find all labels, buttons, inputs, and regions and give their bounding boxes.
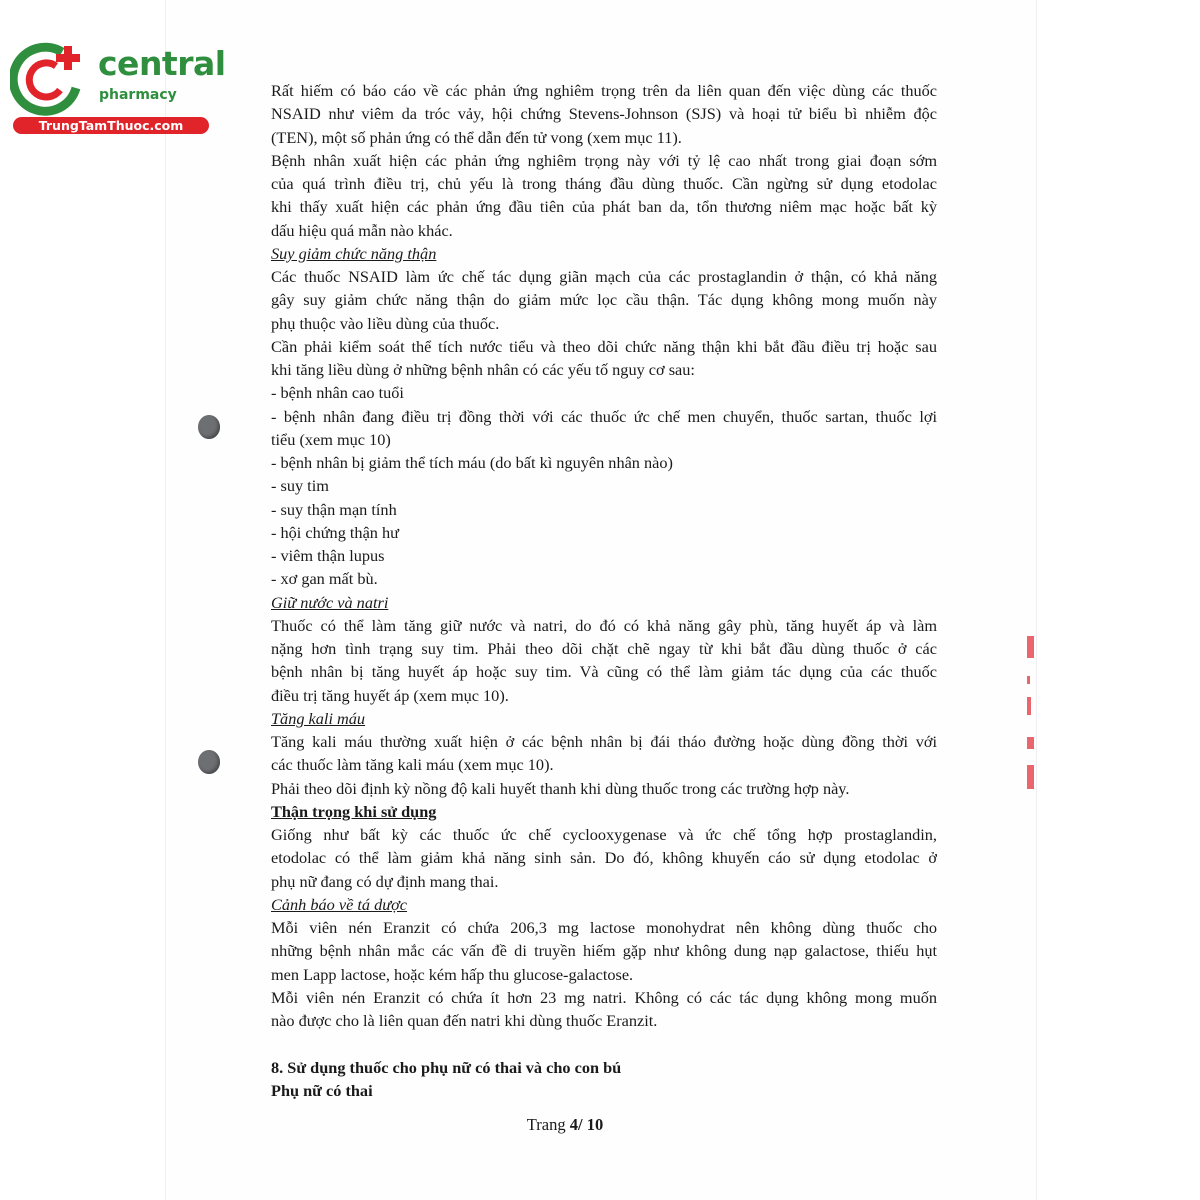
text-line: khi thấy xuất hiện các phản ứng đầu tiên của phát ban da, tổn thương niêm mạc hoặc bất kỳ xyxy=(271,197,937,217)
paragraph xyxy=(271,451,937,474)
page-number xyxy=(0,1115,1130,1135)
text-line: nào được cho là liên quan đến natri khi dùng thuốc Eranzit. xyxy=(271,1011,658,1030)
text-line: của quá trình điều trị, chủ yếu là trong tháng đầu dùng thuốc. Cần ngừng sử dụng etodolac xyxy=(271,174,937,193)
paragraph xyxy=(271,149,937,242)
text-line: Phải theo dõi định kỳ nồng độ kali huyết thanh khi dùng thuốc trong các trường hợp này. xyxy=(271,778,850,798)
text-line: Thuốc có thể làm tăng giữ nước và natri, do đó có khả năng gây phù, tăng huyết áp và làm xyxy=(271,615,937,635)
text-line: men Lapp lactose, hoặc kém hấp thu glucose-galactose. xyxy=(271,964,634,984)
text-line: - suy tim xyxy=(271,476,329,496)
section-heading: Phụ nữ có thai xyxy=(271,1080,373,1100)
text-line: những bệnh nhân mắc các vấn đề di truyền hiếm gặp như không dung nạp galactose, thiếu hụt xyxy=(271,941,937,961)
heading-line xyxy=(271,1079,937,1102)
punch-hole xyxy=(198,750,220,774)
paragraph xyxy=(271,730,937,777)
page-label: Trang xyxy=(526,1115,566,1134)
text-line: - viêm thận lupus xyxy=(271,546,385,565)
text-line: phụ nữ đang có dự định mang thai. xyxy=(271,871,499,891)
heading-line xyxy=(271,591,937,614)
text-line: - hội chứng thận hư xyxy=(271,522,399,542)
logo-subtitle: pharmacy xyxy=(99,87,177,103)
paragraph xyxy=(271,381,937,404)
subsection-heading: Suy giảm chức năng thận xyxy=(271,243,437,263)
text-line: bệnh nhân bị tăng huyết áp hoặc suy tim. Và cũng có thể làm giảm tác dụng của các thuốc xyxy=(271,662,937,682)
text-line: khi tăng liều dùng ở những bệnh nhân có các yếu tố nguy cơ sau: xyxy=(271,360,695,379)
text-line: Cần phải kiểm soát thể tích nước tiểu và theo dõi chức năng thận khi bắt đầu điều trị hoặc sau xyxy=(271,336,937,356)
paragraph xyxy=(271,79,937,149)
text-line: Giống như bất kỳ các thuốc ức chế cyclooxygenase và ức chế tổng hợp prostaglandin, xyxy=(271,825,937,844)
paragraph xyxy=(271,335,937,382)
text-line: nặng hơn tình trạng suy tim. Phải theo dõi chặt chẽ ngay từ khi bắt đầu dùng thuốc ở các xyxy=(271,639,937,658)
text-line: - xơ gan mất bù. xyxy=(271,569,378,589)
text-line: tiểu (xem mục 10) xyxy=(271,429,391,449)
stamp-fragment xyxy=(1027,697,1031,715)
section-heading: 8. Sử dụng thuốc cho phụ nữ có thai và cho con bú xyxy=(271,1057,622,1077)
text-line: Rất hiếm có báo cáo về các phản ứng nghiêm trọng trên da liên quan đến việc dùng các thuốc xyxy=(271,81,937,100)
document-body xyxy=(271,79,937,1102)
punch-hole xyxy=(198,415,220,439)
stamp-fragment xyxy=(1027,676,1030,684)
paragraph xyxy=(271,567,937,590)
text-line: - bệnh nhân bị giảm thể tích máu (do bất kì nguyên nhân nào) xyxy=(271,453,673,472)
text-line: dấu hiệu quá mẫn nào khác. xyxy=(271,220,453,240)
logo-brand: central xyxy=(98,44,226,83)
heading-line xyxy=(271,242,937,265)
paragraph xyxy=(271,265,937,335)
text-line: Mỗi viên nén Eranzit có chứa 206,3 mg lactose monohydrat nên không dùng thuốc cho xyxy=(271,918,937,937)
paragraph xyxy=(271,521,937,544)
paragraph xyxy=(271,986,937,1033)
text-line: phụ thuộc vào liều dùng của thuốc. xyxy=(271,313,500,333)
text-line: etodolac có thể làm giảm khả năng sinh sản. Do đó, không khuyến cáo sử dụng etodolac ở xyxy=(271,848,937,868)
text-line: - suy thận mạn tính xyxy=(271,499,397,519)
text-line: Mỗi viên nén Eranzit có chứa ít hơn 23 mg natri. Không có các tác dụng không mong muốn xyxy=(271,987,937,1007)
logo-website: TrungTamThuoc.com xyxy=(13,117,209,134)
text-line: NSAID như viêm da tróc vảy, hội chứng Stevens-Johnson (SJS) và hoại tử biểu bì nhiễm độc xyxy=(271,104,937,124)
stamp-fragment xyxy=(1027,636,1034,658)
page-value: 4/ 10 xyxy=(569,1115,604,1134)
heading-line xyxy=(271,800,937,823)
paragraph xyxy=(271,405,937,452)
paragraph xyxy=(271,474,937,497)
central-pharmacy-logo xyxy=(10,38,226,136)
heading-line xyxy=(271,707,937,730)
text-line: - bệnh nhân đang điều trị đồng thời với các thuốc ức chế men chuyển, thuốc sartan, thuốc lợi xyxy=(271,406,937,426)
subsection-heading: Cảnh báo về tá dược xyxy=(271,894,408,914)
heading-line xyxy=(271,1056,937,1079)
paragraph xyxy=(271,777,937,800)
stamp-fragment xyxy=(1027,737,1034,749)
paragraph xyxy=(271,916,937,986)
subsection-heading: Thận trọng khi sử dụng xyxy=(271,801,437,821)
pharmacy-logo-icon xyxy=(10,38,96,116)
heading-line xyxy=(271,893,937,916)
text-line: - bệnh nhân cao tuổi xyxy=(271,383,404,403)
text-line: Các thuốc NSAID làm ức chế tác dụng giãn mạch của các prostaglandin ở thận, có khả năng xyxy=(271,267,937,286)
paragraph xyxy=(271,823,937,893)
subsection-heading: Giữ nước và natri xyxy=(271,592,389,612)
text-line: Bệnh nhân xuất hiện các phản ứng nghiêm trọng này với tỷ lệ cao nhất trong giai đoạn sớm xyxy=(271,150,937,170)
paragraph xyxy=(271,614,937,707)
text-line: các thuốc làm tăng kali máu (xem mục 10). xyxy=(271,755,554,775)
text-line: (TEN), một số phản ứng có thể dẫn đến tử vong (xem mục 11). xyxy=(271,127,682,147)
spacer xyxy=(271,1032,937,1055)
paragraph xyxy=(271,544,937,567)
stamp-fragment xyxy=(1027,765,1034,789)
subsection-heading: Tăng kali máu xyxy=(271,708,366,728)
text-line: điều trị tăng huyết áp (xem mục 10). xyxy=(271,685,509,705)
paragraph xyxy=(271,498,937,521)
text-line: gây suy giảm chức năng thận do giảm mức lọc cầu thận. Tác dụng không mong muốn này xyxy=(271,290,937,310)
text-line: Tăng kali máu thường xuất hiện ở các bệnh nhân bị đái tháo đường hoặc dùng đồng thời với xyxy=(271,732,937,751)
